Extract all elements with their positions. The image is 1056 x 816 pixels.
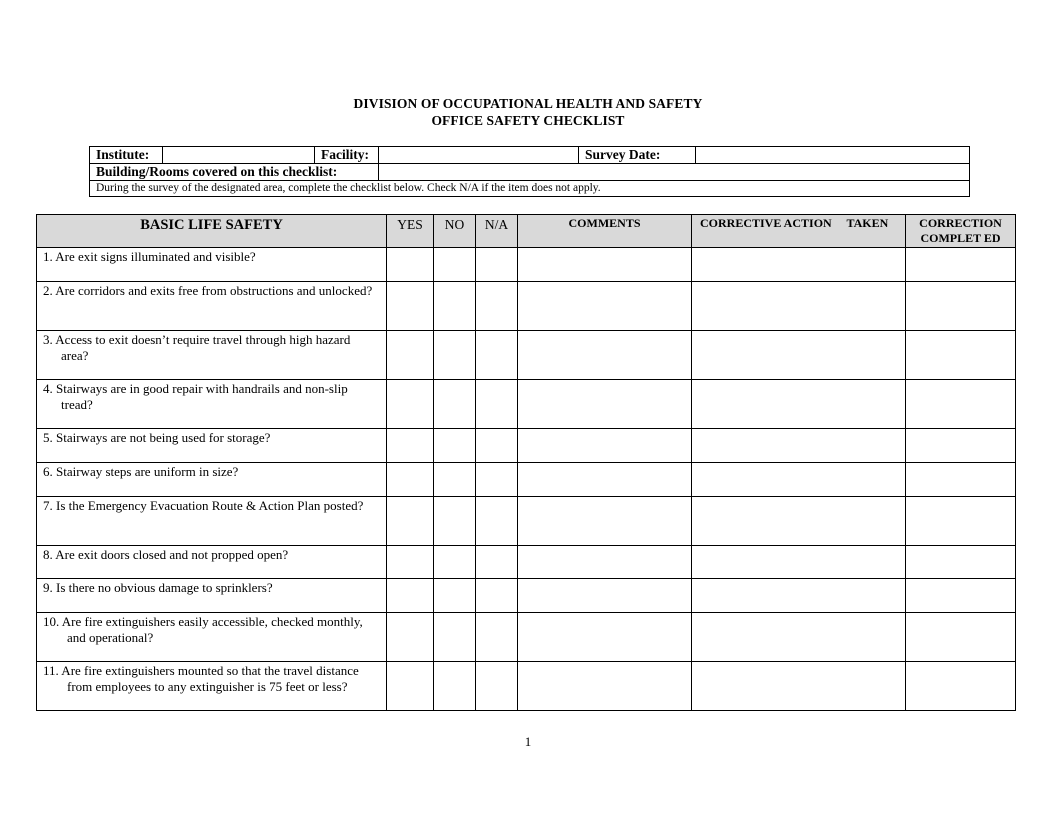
header-no: NO (434, 215, 476, 248)
na-cell[interactable] (476, 429, 518, 463)
question-text: 6. Stairway steps are uniform in size? (43, 464, 239, 479)
na-cell[interactable] (476, 613, 518, 662)
question-cell (37, 429, 387, 463)
yes-cell[interactable] (387, 380, 434, 429)
document-title (0, 95, 1056, 129)
comments-cell[interactable] (518, 463, 692, 497)
title-line-1: DIVISION OF OCCUPATIONAL HEALTH AND SAFETY (353, 96, 703, 111)
corrective-action-cell[interactable] (692, 429, 906, 463)
yes-cell[interactable] (387, 463, 434, 497)
question-text: 2. Are corridors and exits free from obstructions and unlocked? (43, 283, 373, 298)
facility-field[interactable] (379, 147, 579, 164)
correction-completed-cell[interactable] (906, 282, 1016, 331)
title-line-2: OFFICE SAFETY CHECKLIST (431, 113, 625, 128)
corrective-action-cell[interactable] (692, 248, 906, 282)
no-cell[interactable] (434, 380, 476, 429)
checklist-table (36, 214, 1016, 711)
table-row (37, 497, 1016, 546)
question-text: 4. Stairways are in good repair with handrails and non-slip tread? (43, 381, 348, 412)
institute-label: Institute: (90, 147, 163, 164)
yes-cell[interactable] (387, 331, 434, 380)
question-cell (37, 579, 387, 613)
question-cell (37, 282, 387, 331)
comments-cell[interactable] (518, 429, 692, 463)
comments-cell[interactable] (518, 662, 692, 711)
comments-cell[interactable] (518, 380, 692, 429)
na-cell[interactable] (476, 248, 518, 282)
correction-completed-cell[interactable] (906, 248, 1016, 282)
question-text: 7. Is the Emergency Evacuation Route & Action Plan posted? (43, 498, 364, 513)
page-number: 1 (524, 734, 532, 749)
no-cell[interactable] (434, 463, 476, 497)
header-yes: YES (387, 215, 434, 248)
na-cell[interactable] (476, 579, 518, 613)
correction-completed-cell[interactable] (906, 380, 1016, 429)
question-cell (37, 248, 387, 282)
facility-label: Facility: (315, 147, 379, 164)
table-row (37, 613, 1016, 662)
corrective-action-cell[interactable] (692, 662, 906, 711)
no-cell[interactable] (434, 613, 476, 662)
corrective-action-cell[interactable] (692, 613, 906, 662)
corrective-action-cell[interactable] (692, 380, 906, 429)
building-rooms-field[interactable] (379, 164, 970, 181)
correction-completed-cell[interactable] (906, 546, 1016, 579)
question-text: 3. Access to exit doesn’t require travel through high hazard area? (43, 332, 351, 363)
instructions-text: During the survey of the designated area, complete the checklist below. Check N/A if the item does not apply. (90, 181, 970, 197)
building-rooms-label: Building/Rooms covered on this checklist: (90, 164, 379, 181)
no-cell[interactable] (434, 248, 476, 282)
table-row (37, 546, 1016, 579)
no-cell[interactable] (434, 282, 476, 331)
question-text: 9. Is there no obvious damage to sprinklers? (43, 580, 273, 595)
table-row (37, 331, 1016, 380)
question-cell (37, 463, 387, 497)
question-text: 10. Are fire extinguishers easily accessible, checked monthly, and operational? (43, 614, 363, 645)
question-cell (37, 613, 387, 662)
header-na: N/A (476, 215, 518, 248)
na-cell[interactable] (476, 662, 518, 711)
na-cell[interactable] (476, 331, 518, 380)
no-cell[interactable] (434, 331, 476, 380)
corrective-action-cell[interactable] (692, 579, 906, 613)
na-cell[interactable] (476, 497, 518, 546)
na-cell[interactable] (476, 463, 518, 497)
header-basic-life-safety: BASIC LIFE SAFETY (37, 215, 387, 248)
no-cell[interactable] (434, 429, 476, 463)
yes-cell[interactable] (387, 613, 434, 662)
na-cell[interactable] (476, 380, 518, 429)
institute-field[interactable] (163, 147, 315, 164)
correction-completed-cell[interactable] (906, 613, 1016, 662)
table-row (37, 662, 1016, 711)
no-cell[interactable] (434, 497, 476, 546)
comments-cell[interactable] (518, 282, 692, 331)
corrective-action-cell[interactable] (692, 282, 906, 331)
table-row (37, 579, 1016, 613)
yes-cell[interactable] (387, 282, 434, 331)
yes-cell[interactable] (387, 497, 434, 546)
question-text: 11. Are fire extinguishers mounted so that the travel distance from employees to any extinguisher is 75 feet or less? (43, 663, 359, 694)
comments-cell[interactable] (518, 579, 692, 613)
comments-cell[interactable] (518, 613, 692, 662)
corrective-action-cell[interactable] (692, 546, 906, 579)
table-row (37, 248, 1016, 282)
correction-completed-cell[interactable] (906, 331, 1016, 380)
corrective-action-cell[interactable] (692, 497, 906, 546)
yes-cell[interactable] (387, 546, 434, 579)
correction-completed-cell[interactable] (906, 463, 1016, 497)
question-cell (37, 380, 387, 429)
survey-date-label: Survey Date: (579, 147, 696, 164)
comments-cell[interactable] (518, 331, 692, 380)
question-text: 5. Stairways are not being used for storage? (43, 430, 271, 445)
survey-info-table (89, 146, 970, 197)
correction-completed-cell[interactable] (906, 579, 1016, 613)
table-row (37, 380, 1016, 429)
na-cell[interactable] (476, 282, 518, 331)
header-correction-completed: CORRECTION COMPLET ED (906, 215, 1016, 248)
no-cell[interactable] (434, 579, 476, 613)
correction-completed-cell[interactable] (906, 662, 1016, 711)
yes-cell[interactable] (387, 579, 434, 613)
correction-completed-cell[interactable] (906, 497, 1016, 546)
correction-completed-cell[interactable] (906, 429, 1016, 463)
corrective-action-cell[interactable] (692, 463, 906, 497)
question-cell (37, 546, 387, 579)
na-cell[interactable] (476, 546, 518, 579)
question-cell (37, 331, 387, 380)
no-cell[interactable] (434, 546, 476, 579)
header-row (37, 215, 1016, 248)
question-text: 8. Are exit doors closed and not propped open? (43, 547, 289, 562)
question-cell (37, 497, 387, 546)
corrective-action-cell[interactable] (692, 331, 906, 380)
yes-cell[interactable] (387, 248, 434, 282)
table-row (37, 429, 1016, 463)
question-text: 1. Are exit signs illuminated and visible? (43, 249, 256, 264)
comments-cell[interactable] (518, 497, 692, 546)
comments-cell[interactable] (518, 546, 692, 579)
yes-cell[interactable] (387, 662, 434, 711)
header-corrective-action: CORRECTIVE ACTION TAKEN (692, 215, 906, 248)
survey-date-field[interactable] (696, 147, 970, 164)
question-cell (37, 662, 387, 711)
header-comments: COMMENTS (518, 215, 692, 248)
no-cell[interactable] (434, 662, 476, 711)
table-row (37, 463, 1016, 497)
table-row (37, 282, 1016, 331)
comments-cell[interactable] (518, 248, 692, 282)
yes-cell[interactable] (387, 429, 434, 463)
